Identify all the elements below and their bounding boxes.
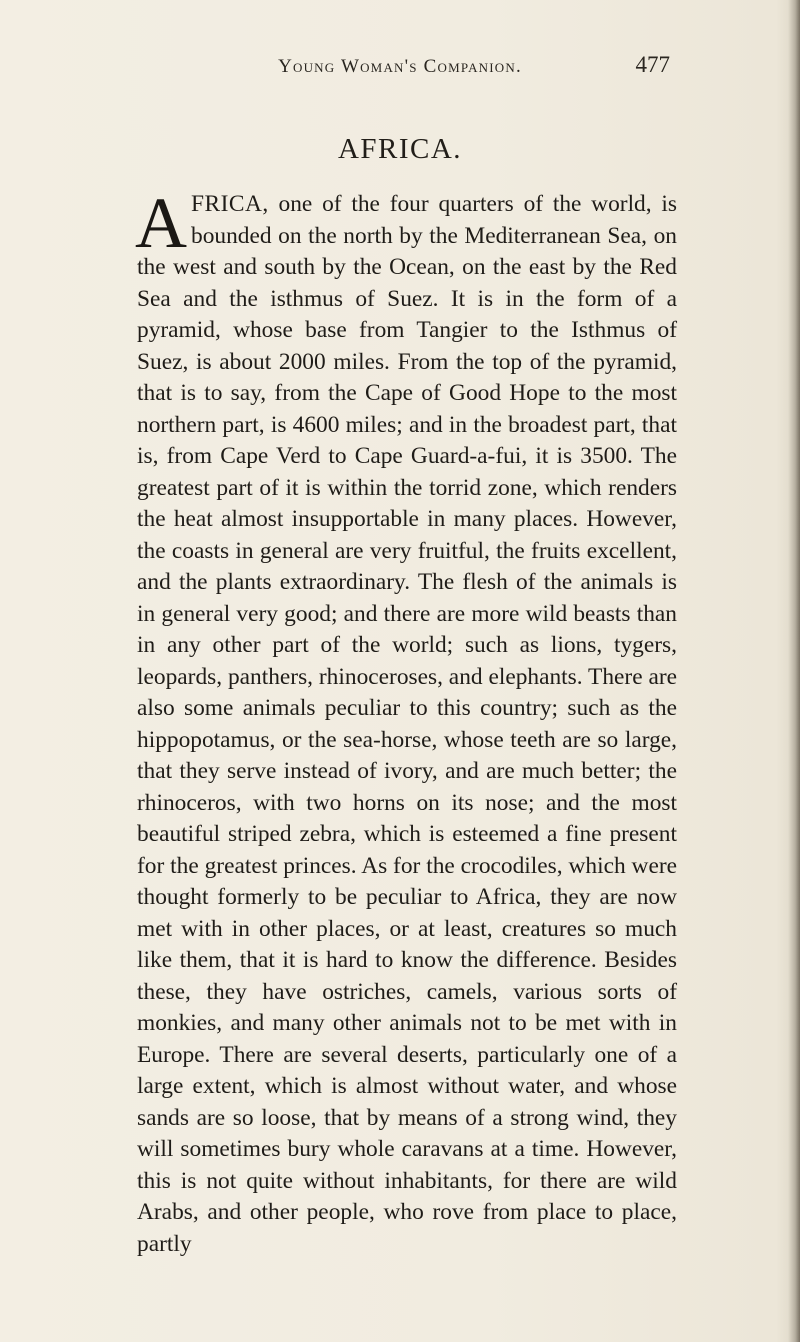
running-head: Young Woman's Companion. xyxy=(278,56,522,77)
page-edge-shadow xyxy=(788,0,800,1342)
drop-cap: A xyxy=(135,183,187,263)
paragraph-text: one of the four quarters of the world, is bounded on the north by the Mediterranean Sea, on the west and south by the Ocean, on the east by the Red Sea and the isthmus of Suez. It is in the form of a pyramid, whose base from Tangier to the Isthmus of Suez, is about 2000 miles. From the top of the pyramid, that is to say, from the Cape of Good Hope to the most northern part, is 4600 miles; and in the broadest part, that is, from Cape Verd to Cape Guard-a-fui, it is 3500. The greatest part of it is within the torrid zone, which renders the heat almost insupportable in many places. However, the coasts in general are very fruitful, the fruits excellent, and the plants extraordinary. The flesh of the animals is in general very good; and there are more wild beasts than in any other part of the world; such as lions, tygers, leopards, panthers, rhinoceroses, and elephants. There are also some animals peculiar to this country; such as the hippopotamus, or the sea-horse, whose teeth are so large, that they serve instead of ivory, and are much better; the rhinoceros, with two horns on its nose; and the most beautiful striped zebra, which is esteemed a fine present for the greatest princes. As for the crocodiles, which were thought formerly to be peculiar to Africa, they are now met with in other places, or at least, creatures so much like them, that it is hard to know the difference. Besides these, they have ostriches, camels, various sorts of monkies, and many other animals not to be met with in Europe. There are several deserts, particularly one of a large extent, which is almost without water, and whose sands are so loose, that by means of a strong wind, they will sometimes bury whole caravans at a time. However, this is not quite without inhabitants, for there are wild Arabs, and other people, who rove from place to place, partly xyxy=(137,191,677,1257)
body-paragraph xyxy=(135,183,677,1260)
chapter-title: AFRICA. xyxy=(337,133,463,165)
page-number: 477 xyxy=(635,52,670,77)
lead-word: FRICA, xyxy=(191,191,269,217)
